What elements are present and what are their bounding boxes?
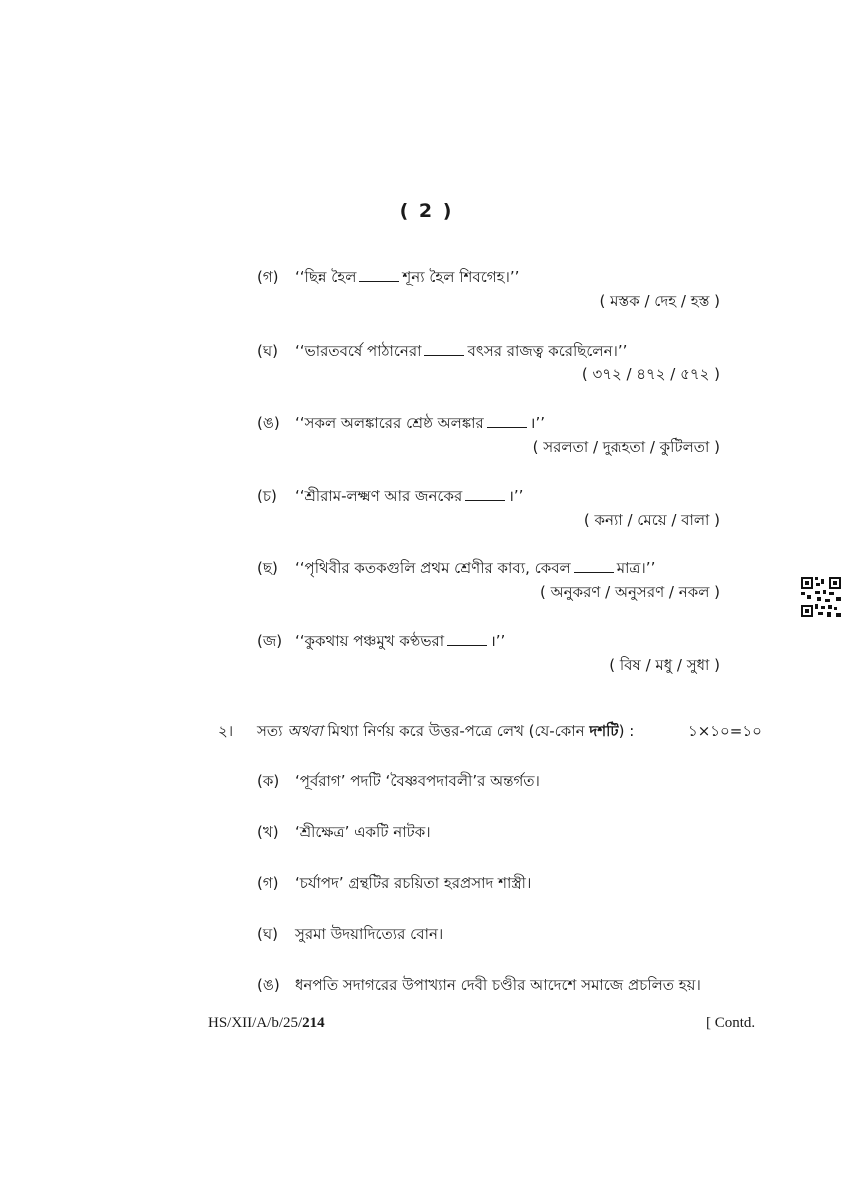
answer-blank (487, 415, 527, 428)
item-label: (চ) (257, 487, 277, 505)
item-options: ( বিষ / মধু / সুধা ) (609, 656, 720, 674)
question-2-marks: ১×১০=১০ (688, 722, 762, 740)
item-options: ( অনুকরণ / অনুসরণ / নকল ) (540, 583, 720, 601)
item-label: (ছ) (257, 559, 278, 577)
item-question: ‘‘সকল অলঙ্কারের শ্রেষ্ঠ অলঙ্কার ।’’ (295, 414, 545, 432)
item-question: ‘‘ছিন্ন হৈল শূন্য হৈল শিবগেহ।’’ (295, 268, 520, 286)
qr-code-icon (801, 577, 841, 617)
item-statement: সুরমা উদয়াদিত্যের বোন। (295, 925, 444, 943)
item-label: (খ) (257, 823, 279, 841)
item-options: ( সরলতা / দুরূহতা / কুটিলতা ) (532, 438, 720, 456)
item-label: (ঙ) (257, 976, 280, 994)
item-label: (ঘ) (257, 342, 278, 360)
item-statement: ‘শ্রীক্ষেত্র’ একটি নাটক। (295, 823, 431, 841)
item-question: ‘‘কুকথায় পঞ্চমুখ কণ্ঠভরা ।’’ (295, 632, 506, 650)
item-options: ( মস্তক / দেহ / হস্ত ) (599, 292, 720, 310)
item-statement: ‘চর্যাপদ’ গ্রন্থটির রচয়িতা হরপ্রসাদ শাস্ত্রী। (295, 874, 532, 892)
item-label: (জ) (257, 632, 283, 650)
item-options: ( কন্যা / মেয়ে / বালা ) (583, 511, 720, 529)
answer-blank (447, 633, 487, 646)
answer-blank (574, 560, 614, 573)
item-label: (ঙ) (257, 414, 280, 432)
item-label: (গ) (257, 268, 279, 286)
item-options: ( ৩৭২ / ৪৭২ / ৫৭২ ) (581, 365, 720, 383)
item-statement: ‘পূর্বরাগ’ পদটি ‘বৈষ্ণবপদাবলী’র অন্তর্গত। (295, 772, 540, 790)
item-label: (ক) (257, 772, 280, 790)
answer-blank (465, 488, 505, 501)
page-number: ( 2 ) (399, 200, 454, 222)
question-2-number: ২। (218, 722, 234, 740)
item-question: ‘‘শ্রীরাম-লক্ষ্মণ আর জনকের ।’’ (295, 487, 524, 505)
paper-code: HS/XII/A/b/25/214 (208, 1015, 325, 1031)
item-question: ‘‘ভারতবর্ষে পাঠানেরা বৎসর রাজত্ব করেছিলেন।’’ (295, 342, 628, 360)
item-question: ‘‘পৃথিবীর কতকগুলি প্রথম শ্রেণীর কাব্য, কেবল মাত্র।’’ (295, 559, 656, 577)
continued-marker: [ Contd. (706, 1015, 756, 1031)
answer-blank (424, 343, 464, 356)
answer-blank (359, 269, 399, 282)
item-label: (ঘ) (257, 925, 278, 943)
item-statement: ধনপতি সদাগরের উপাখ্যান দেবী চণ্ডীর আদেশে সমাজে প্রচলিত হয়। (295, 976, 701, 994)
item-label: (গ) (257, 874, 279, 892)
question-2-heading: সত্য অথবা মিথ্যা নির্ণয় করে উত্তর-পত্রে লেখ (যে-কোন দশটি) : (257, 722, 635, 740)
